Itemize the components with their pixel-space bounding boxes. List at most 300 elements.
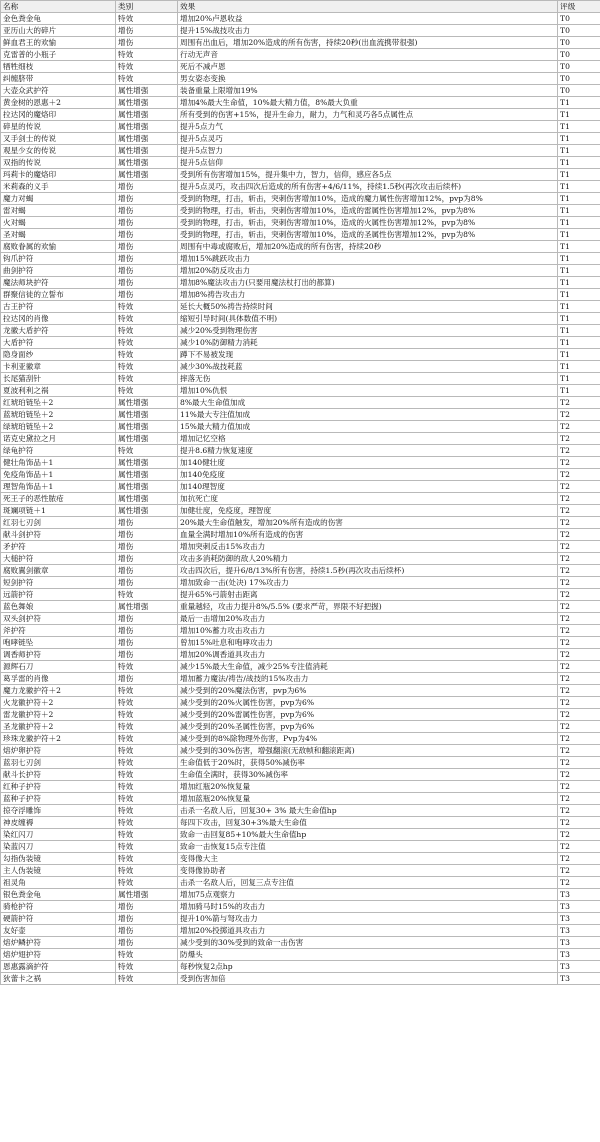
- table-row: [1, 277, 600, 289]
- cell-category: 特效: [116, 49, 178, 61]
- table-row: [1, 37, 600, 49]
- cell-effect: 行动无声音: [178, 49, 558, 61]
- cell-rating: T3: [558, 949, 600, 961]
- cell-name: 免疫角饰品＋1: [1, 469, 116, 481]
- cell-rating: T2: [558, 565, 600, 577]
- cell-rating: T3: [558, 901, 600, 913]
- cell-rating: T1: [558, 301, 600, 313]
- cell-category: 增伤: [116, 265, 178, 277]
- cell-name: 雷龙徽护符＋2: [1, 709, 116, 721]
- cell-effect: 每秒恢复2点hp: [178, 961, 558, 973]
- cell-name: 大壶众武护符: [1, 85, 116, 97]
- cell-name: 葛孚雷的肖像: [1, 673, 116, 685]
- cell-name: 叉手剑士的传说: [1, 133, 116, 145]
- cell-name: 龙徽大盾护符: [1, 325, 116, 337]
- cell-rating: T2: [558, 577, 600, 589]
- cell-rating: T1: [558, 361, 600, 373]
- cell-rating: T2: [558, 781, 600, 793]
- cell-effect: 加140免疫度: [178, 469, 558, 481]
- table-row: [1, 505, 600, 517]
- cell-name: 腐败眷属的欢愉: [1, 241, 116, 253]
- table-row: [1, 409, 600, 421]
- cell-name: 诺克史黛拉之月: [1, 433, 116, 445]
- cell-name: 健壮角饰品＋1: [1, 457, 116, 469]
- cell-category: 特效: [116, 853, 178, 865]
- cell-category: 属性增强: [116, 157, 178, 169]
- table-row: [1, 421, 600, 433]
- cell-effect: 增加15%跳跃攻击力: [178, 253, 558, 265]
- table-row: [1, 253, 600, 265]
- cell-effect: 周围有中毒或腐败后，增加20%造成的所有伤害，持续20秒: [178, 241, 558, 253]
- cell-category: 特效: [116, 841, 178, 853]
- cell-rating: T1: [558, 277, 600, 289]
- cell-rating: T2: [558, 517, 600, 529]
- cell-effect: 死后不减卢恩: [178, 61, 558, 73]
- cell-rating: T3: [558, 973, 600, 985]
- cell-name: 大盾护符: [1, 337, 116, 349]
- cell-rating: T2: [558, 865, 600, 877]
- cell-category: 特效: [116, 961, 178, 973]
- cell-category: 特效: [116, 313, 178, 325]
- cell-category: 增伤: [116, 577, 178, 589]
- cell-effect: 提升15%战技攻击力: [178, 25, 558, 37]
- cell-rating: T3: [558, 937, 600, 949]
- table-row: [1, 541, 600, 553]
- table-row: [1, 289, 600, 301]
- cell-effect: 周围有出血后，增加20%造成的所有伤害，持续20秒(出血流携带很强): [178, 37, 558, 49]
- cell-effect: 男女姿态变换: [178, 73, 558, 85]
- cell-category: 增伤: [116, 217, 178, 229]
- cell-effect: 攻击多消耗防御的敌人20%精力: [178, 553, 558, 565]
- table-row: [1, 709, 600, 721]
- cell-category: 特效: [116, 769, 178, 781]
- cell-rating: T1: [558, 241, 600, 253]
- table-row: [1, 913, 600, 925]
- cell-category: 增伤: [116, 277, 178, 289]
- table-row: [1, 13, 600, 25]
- cell-category: 特效: [116, 661, 178, 673]
- table-row: [1, 517, 600, 529]
- cell-name: 主人伪装镜: [1, 865, 116, 877]
- table-row: [1, 109, 600, 121]
- cell-name: 黄金树的恩惠＋2: [1, 97, 116, 109]
- cell-rating: T2: [558, 805, 600, 817]
- cell-effect: 减少受到的20%圣属性伤害，pvp为6%: [178, 721, 558, 733]
- cell-category: 增伤: [116, 37, 178, 49]
- cell-name: 友好壶: [1, 925, 116, 937]
- cell-effect: 提升5点信仰: [178, 157, 558, 169]
- cell-name: 斧护符: [1, 625, 116, 637]
- cell-rating: T1: [558, 325, 600, 337]
- cell-name: 染红闪刀: [1, 829, 116, 841]
- cell-name: 珍珠龙徽护符＋2: [1, 733, 116, 745]
- cell-category: 增伤: [116, 229, 178, 241]
- cell-effect: 20%最大生命值触发，增加20%所有造成的伤害: [178, 517, 558, 529]
- cell-rating: T1: [558, 133, 600, 145]
- cell-effect: 增加20%投掷道具攻击力: [178, 925, 558, 937]
- cell-rating: T2: [558, 541, 600, 553]
- cell-category: 属性增强: [116, 409, 178, 421]
- table-row: [1, 397, 600, 409]
- table-row: [1, 877, 600, 889]
- cell-rating: T2: [558, 841, 600, 853]
- cell-rating: T0: [558, 49, 600, 61]
- cell-rating: T1: [558, 385, 600, 397]
- cell-category: 属性增强: [116, 469, 178, 481]
- cell-name: 曲剑护符: [1, 265, 116, 277]
- cell-name: 牺牲细枝: [1, 61, 116, 73]
- table-row: [1, 949, 600, 961]
- table-row: [1, 697, 600, 709]
- cell-category: 特效: [116, 349, 178, 361]
- cell-rating: T2: [558, 757, 600, 769]
- table-row: [1, 757, 600, 769]
- table-row: [1, 121, 600, 133]
- cell-rating: T2: [558, 649, 600, 661]
- cell-rating: T0: [558, 61, 600, 73]
- table-row: [1, 829, 600, 841]
- cell-category: 属性增强: [116, 121, 178, 133]
- table-row: [1, 637, 600, 649]
- cell-category: 特效: [116, 805, 178, 817]
- table-row: [1, 133, 600, 145]
- cell-category: 属性增强: [116, 97, 178, 109]
- cell-effect: 减少15%最大生命值，减少25%专注值消耗: [178, 661, 558, 673]
- cell-category: 特效: [116, 325, 178, 337]
- cell-effect: 提升5点灵巧: [178, 133, 558, 145]
- cell-effect: 提升8.6精力恢复速度: [178, 445, 558, 457]
- cell-rating: T0: [558, 73, 600, 85]
- cell-rating: T2: [558, 457, 600, 469]
- cell-effect: 受到所有伤害增加15%，提升集中力，智力，信仰，感应各5点: [178, 169, 558, 181]
- cell-effect: 摔落无伤: [178, 373, 558, 385]
- cell-rating: T2: [558, 745, 600, 757]
- table-row: [1, 817, 600, 829]
- cell-effect: 减少20%受到物理伤害: [178, 325, 558, 337]
- cell-category: 特效: [116, 829, 178, 841]
- cell-name: 腐败翼剑徽章: [1, 565, 116, 577]
- cell-name: 银色粪金龟: [1, 889, 116, 901]
- cell-category: 特效: [116, 361, 178, 373]
- cell-name: 红羽七刃剑: [1, 517, 116, 529]
- cell-effect: 增加8%祷告攻击力: [178, 289, 558, 301]
- table-row: [1, 61, 600, 73]
- cell-name: 掠夺浮雕饰: [1, 805, 116, 817]
- table-row: [1, 613, 600, 625]
- cell-rating: T2: [558, 469, 600, 481]
- table-row: [1, 337, 600, 349]
- cell-effect: 增加蓄力魔法/祷告/战技的15%攻击力: [178, 673, 558, 685]
- cell-name: 绿龟护符: [1, 445, 116, 457]
- cell-effect: 加抗死亡度: [178, 493, 558, 505]
- cell-rating: T1: [558, 349, 600, 361]
- cell-category: 特效: [116, 721, 178, 733]
- cell-name: 火对蝎: [1, 217, 116, 229]
- cell-effect: 受到伤害加倍: [178, 973, 558, 985]
- cell-rating: T2: [558, 769, 600, 781]
- cell-category: 增伤: [116, 553, 178, 565]
- cell-category: 特效: [116, 445, 178, 457]
- cell-name: 理智角饰品＋1: [1, 481, 116, 493]
- cell-rating: T1: [558, 121, 600, 133]
- cell-effect: 增加蓝瓶20%恢复量: [178, 793, 558, 805]
- table-row: [1, 685, 600, 697]
- cell-rating: T2: [558, 553, 600, 565]
- cell-category: 增伤: [116, 673, 178, 685]
- cell-rating: T3: [558, 925, 600, 937]
- table-row: [1, 577, 600, 589]
- cell-category: 特效: [116, 301, 178, 313]
- cell-name: 大槌护符: [1, 553, 116, 565]
- cell-name: 祖灵角: [1, 877, 116, 889]
- cell-category: 增伤: [116, 913, 178, 925]
- table-row: [1, 385, 600, 397]
- cell-category: 属性增强: [116, 493, 178, 505]
- table-row: [1, 901, 600, 913]
- cell-rating: T1: [558, 337, 600, 349]
- cell-effect: 重量越轻，攻击力提升8%/5.5% (要求严苛，界限不好把握): [178, 601, 558, 613]
- cell-name: 玛莉卡的魔烙印: [1, 169, 116, 181]
- cell-category: 属性增强: [116, 505, 178, 517]
- cell-effect: 所有受到的伤害+15%，提升生命力，耐力，力气和灵巧各5点属性点: [178, 109, 558, 121]
- cell-name: 死王子的恶性脓疮: [1, 493, 116, 505]
- cell-category: 增伤: [116, 649, 178, 661]
- table-row: [1, 433, 600, 445]
- cell-category: 特效: [116, 385, 178, 397]
- cell-rating: T1: [558, 205, 600, 217]
- cell-effect: 减少受到的30%受到的致命一击伤害: [178, 937, 558, 949]
- cell-rating: T2: [558, 721, 600, 733]
- cell-effect: 减少受到的30%伤害，增强翻滚(无敌帧和翻滚距离): [178, 745, 558, 757]
- cell-name: 魔力对蝎: [1, 193, 116, 205]
- table-row: [1, 73, 600, 85]
- cell-rating: T1: [558, 265, 600, 277]
- cell-rating: T2: [558, 877, 600, 889]
- cell-rating: T1: [558, 145, 600, 157]
- cell-category: 增伤: [116, 205, 178, 217]
- table-row: [1, 889, 600, 901]
- cell-rating: T2: [558, 817, 600, 829]
- cell-category: 增伤: [116, 289, 178, 301]
- cell-name: 群聚信徒的立誓布: [1, 289, 116, 301]
- cell-rating: T0: [558, 37, 600, 49]
- cell-name: 咆哮链坠: [1, 637, 116, 649]
- cell-rating: T2: [558, 613, 600, 625]
- cell-name: 染蓝闪刀: [1, 841, 116, 853]
- cell-effect: 受到的物理，打击，斩击，突刺伤害增加10%，造成的火属性伤害增加12%，pvp为8%: [178, 217, 558, 229]
- table-row: [1, 229, 600, 241]
- table-row: [1, 193, 600, 205]
- cell-effect: 增加20%防反攻击力: [178, 265, 558, 277]
- table-row: [1, 373, 600, 385]
- cell-rating: T2: [558, 733, 600, 745]
- cell-effect: 增加红瓶20%恢复量: [178, 781, 558, 793]
- table-row: [1, 469, 600, 481]
- cell-category: 增伤: [116, 529, 178, 541]
- table-row: [1, 145, 600, 157]
- table-row: [1, 565, 600, 577]
- cell-category: 属性增强: [116, 433, 178, 445]
- cell-name: 古王护符: [1, 301, 116, 313]
- cell-effect: 变得像大主: [178, 853, 558, 865]
- cell-category: 增伤: [116, 637, 178, 649]
- cell-effect: 增加20%调香道具攻击力: [178, 649, 558, 661]
- cell-name: 碎星的传说: [1, 121, 116, 133]
- cell-name: 矛护符: [1, 541, 116, 553]
- table-row: [1, 553, 600, 565]
- cell-category: 特效: [116, 589, 178, 601]
- cell-category: 增伤: [116, 613, 178, 625]
- cell-category: 增伤: [116, 253, 178, 265]
- cell-effect: 提升65%弓箭射击距离: [178, 589, 558, 601]
- cell-effect: 增加4%最大生命值，10%最大精力值，8%最大负重: [178, 97, 558, 109]
- table-row: [1, 589, 600, 601]
- cell-name: 卡利亚徽章: [1, 361, 116, 373]
- cell-rating: T0: [558, 13, 600, 25]
- table-row: [1, 961, 600, 973]
- cell-category: 增伤: [116, 541, 178, 553]
- table-row: [1, 157, 600, 169]
- cell-effect: 增加10%蓄力攻击攻击力: [178, 625, 558, 637]
- cell-rating: T2: [558, 421, 600, 433]
- cell-rating: T1: [558, 253, 600, 265]
- cell-category: 增伤: [116, 901, 178, 913]
- cell-effect: 增加致命一击(处决) 17%攻击力: [178, 577, 558, 589]
- table-row: [1, 601, 600, 613]
- cell-effect: 减少受到的8%除物理外伤害，Pvp为4%: [178, 733, 558, 745]
- cell-category: 增伤: [116, 625, 178, 637]
- cell-name: 火龙徽护符＋2: [1, 697, 116, 709]
- cell-rating: T0: [558, 25, 600, 37]
- cell-category: 特效: [116, 781, 178, 793]
- cell-effect: 变得像协助者: [178, 865, 558, 877]
- cell-rating: T0: [558, 85, 600, 97]
- cell-rating: T2: [558, 493, 600, 505]
- cell-name: 金色粪金龟: [1, 13, 116, 25]
- cell-rating: T2: [558, 625, 600, 637]
- table-row: [1, 325, 600, 337]
- cell-effect: 增加20%卢恩收益: [178, 13, 558, 25]
- cell-effect: 增加突刺反击15%攻击力: [178, 541, 558, 553]
- cell-category: 增伤: [116, 937, 178, 949]
- cell-effect: 缩短引导时间(具体数值不明): [178, 313, 558, 325]
- cell-effect: 血量全满时增加10%所有造成的伤害: [178, 529, 558, 541]
- cell-name: 硬箭护符: [1, 913, 116, 925]
- header-category: 类别: [116, 1, 178, 13]
- cell-effect: 生命值低于20%时，获得50%减伤率: [178, 757, 558, 769]
- cell-effect: 致命一击恢复15点专注值: [178, 841, 558, 853]
- table-row: [1, 625, 600, 637]
- cell-category: 特效: [116, 793, 178, 805]
- cell-effect: 击杀一名敌人后，回复三点专注值: [178, 877, 558, 889]
- cell-rating: T1: [558, 109, 600, 121]
- cell-category: 属性增强: [116, 481, 178, 493]
- cell-rating: T1: [558, 157, 600, 169]
- cell-category: 增伤: [116, 181, 178, 193]
- cell-rating: T3: [558, 913, 600, 925]
- header-rating: 评级: [558, 1, 600, 13]
- table-row: [1, 529, 600, 541]
- cell-rating: T1: [558, 193, 600, 205]
- cell-rating: T2: [558, 685, 600, 697]
- cell-name: 熔炉鳞护符: [1, 937, 116, 949]
- cell-category: 增伤: [116, 25, 178, 37]
- cell-effect: 最后一击增加20%攻击力: [178, 613, 558, 625]
- cell-category: 属性增强: [116, 169, 178, 181]
- cell-effect: 加140健壮度: [178, 457, 558, 469]
- cell-name: 斑斓项链＋1: [1, 505, 116, 517]
- cell-category: 特效: [116, 685, 178, 697]
- cell-name: 钩爪护符: [1, 253, 116, 265]
- cell-effect: 减少10%防御精力消耗: [178, 337, 558, 349]
- cell-name: 红种子护符: [1, 781, 116, 793]
- table-row: [1, 721, 600, 733]
- cell-effect: 防爆头: [178, 949, 558, 961]
- table-row: [1, 865, 600, 877]
- cell-effect: 提升5点灵巧，攻击四次后造成的所有伤害+4/6/11%，持续1.5秒(再次攻击后续杯): [178, 181, 558, 193]
- table-row: [1, 673, 600, 685]
- cell-category: 增伤: [116, 925, 178, 937]
- table-row: [1, 217, 600, 229]
- table-row: [1, 301, 600, 313]
- cell-rating: T2: [558, 793, 600, 805]
- cell-category: 特效: [116, 13, 178, 25]
- cell-category: 属性增强: [116, 601, 178, 613]
- table-row: [1, 925, 600, 937]
- cell-name: 献斗长护符: [1, 769, 116, 781]
- table-row: [1, 49, 600, 61]
- table-row: [1, 205, 600, 217]
- table-row: [1, 937, 600, 949]
- cell-name: 魔法师块护符: [1, 277, 116, 289]
- cell-rating: T2: [558, 661, 600, 673]
- cell-effect: 击杀一名敌人后，回复30+ 3% 最大生命值hp: [178, 805, 558, 817]
- cell-category: 属性增强: [116, 397, 178, 409]
- table-row: [1, 781, 600, 793]
- cell-effect: 攻击四次后，提升6/8/13%所有伤害，持续1.5秒(再次攻击后续杯): [178, 565, 558, 577]
- cell-name: 拉达冈的魔烙印: [1, 109, 116, 121]
- cell-effect: 减少受到的20%魔法伤害，pvp为6%: [178, 685, 558, 697]
- table-row: [1, 241, 600, 253]
- table-row: [1, 973, 600, 985]
- cell-name: 远箭护符: [1, 589, 116, 601]
- cell-effect: 受到的物理，打击，斩击，突刺伤害增加10%，造成的圣属性伤害增加12%，pvp为8%: [178, 229, 558, 241]
- table-row: [1, 769, 600, 781]
- cell-rating: T1: [558, 229, 600, 241]
- cell-name: 克雷普的小瓶子: [1, 49, 116, 61]
- table-row: [1, 649, 600, 661]
- cell-name: 勾指伪装镜: [1, 853, 116, 865]
- table-row: [1, 445, 600, 457]
- cell-category: 增伤: [116, 241, 178, 253]
- cell-name: 蓝种子护符: [1, 793, 116, 805]
- cell-category: 属性增强: [116, 457, 178, 469]
- cell-effect: 减少30%战技耗蓝: [178, 361, 558, 373]
- cell-name: 绿琥珀链坠＋2: [1, 421, 116, 433]
- cell-name: 熔炉卵护符: [1, 745, 116, 757]
- cell-category: 特效: [116, 865, 178, 877]
- cell-effect: 每四下攻击，回复30+3%最大生命值: [178, 817, 558, 829]
- cell-category: 特效: [116, 745, 178, 757]
- table-row: [1, 349, 600, 361]
- cell-effect: 装备重量上限增加19%: [178, 85, 558, 97]
- table-row: [1, 481, 600, 493]
- cell-name: 隐身面纱: [1, 349, 116, 361]
- cell-rating: T1: [558, 181, 600, 193]
- table-row: [1, 841, 600, 853]
- cell-name: 狄蕾卡之祸: [1, 973, 116, 985]
- cell-effect: 蹲下不易被发现: [178, 349, 558, 361]
